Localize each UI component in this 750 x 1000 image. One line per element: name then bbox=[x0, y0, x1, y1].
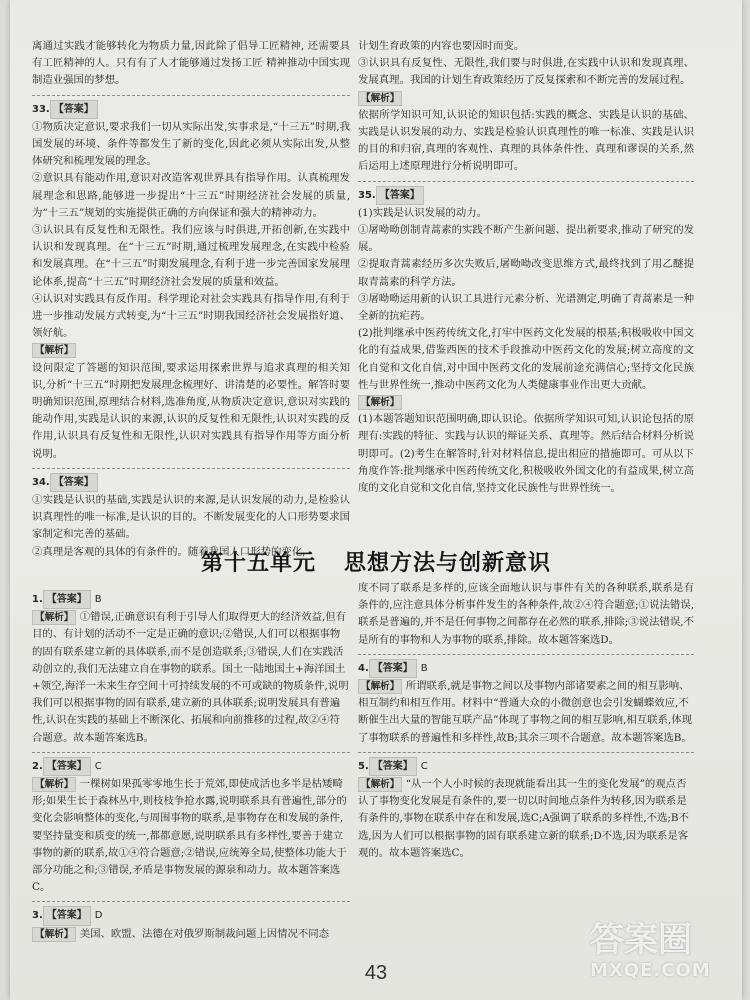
question-33 bbox=[32, 100, 350, 463]
answer-paragraph: (2)批判继承中医药传统文化,打牢中医药文化发展的根基;积极吸收中国文化的有益成果,借鉴西医的技术手段推动中医药文化的发展;树立高度的文化自觉和文化自信,对中国中医药文化的发展前途充满信心;坚持文化民族性与世界性统一,推动中医药文化为人类健康事业作出更大贡献。 bbox=[358, 327, 694, 391]
answer-heading bbox=[32, 906, 350, 925]
answer-label: 【答案】 bbox=[369, 757, 417, 776]
analysis-block bbox=[358, 678, 694, 747]
analysis-text: “从一个人小时候的表现就能看出其一生的变化发展”的观点否认了事物变化发展是有条件的,要一切以时间地点条件为转移,因为联系是有条件的,事物在联系中存在和发展,选C;A强调了联系的多样性,不选;B不选,因为人们可以根据事物的固有联系建立新的联系;D不选,因为联系是客观的。故本题答案选C。 bbox=[358, 778, 689, 859]
answer-choice: C bbox=[420, 760, 428, 772]
answer-paragraph: ①物质决定意识,要求我们一切从实际出发,实事求是,“十三五”时期,我国发展的环境、条件等都发生了新的变化,因此必须从实际出发,从整体研究和梳理发展的理念。 bbox=[32, 120, 350, 168]
question-35 bbox=[358, 186, 694, 498]
analysis-block bbox=[32, 776, 350, 896]
question-number: 34. bbox=[32, 476, 50, 488]
answer-label: 【答案】 bbox=[43, 906, 91, 925]
analysis-label: 【解析】 bbox=[32, 927, 76, 942]
right-column-bottom bbox=[358, 580, 694, 862]
unit-question-1 bbox=[32, 590, 350, 747]
divider bbox=[32, 901, 350, 902]
unit-number: 第十五单元 bbox=[200, 550, 316, 576]
divider bbox=[32, 752, 350, 753]
analysis-text: 一棵树如果孤零零地生长于荒郊,即使成活也多半是枯矮畸形;如果生长于森林丛中,则枝枝争抢水露,说明联系具有普遍性,部分的变化会影响整体的变化,与周围事物的联系,是事物存在和发展的条件,要坚持量变和质变的统一,都都意愿,说明联系具有多样性,要善于建立事物的新的联系,故①④符合题意;②错误,应统筹全局,使整体功能大于部分功能之和;③错误,矛盾是事物发展的源泉和动力。故本题答案选C。 bbox=[32, 778, 347, 894]
right-column-top bbox=[358, 38, 694, 497]
analysis-label: 【解析】 bbox=[32, 610, 76, 625]
question-number: 3. bbox=[32, 910, 43, 922]
unit-title bbox=[10, 546, 742, 577]
answer-book-page bbox=[10, 0, 742, 1000]
analysis-continued-text: 度不同了联系是多样的,应该全面地认识与事件有关的各种联系,联系是有条件的,应注意具体分析事件发生的各种条件,故②④符合题意;①说法错误,联系是普遍的,并不是任何事物之间都存在必然的联系,排除;③说法错误,不是所有的事物和人为事物的联系,排除。故本题答案选D。 bbox=[358, 582, 694, 646]
answer-paragraph: ③屠呦呦运用新的认识工具进行元素分析、光谱测定,明确了青蒿素是一种全新的抗疟药。 bbox=[358, 292, 694, 323]
answer-label: 【答案】 bbox=[50, 473, 98, 492]
answer-paragraph: ③认识具有反复性、无限性,我们要与时俱进,在实践中认识和发现真理、发展真理。我国的计划生育政策经历了反复探索和不断完善的发展过程。 bbox=[358, 57, 694, 87]
unit-question-2 bbox=[32, 757, 350, 897]
answer-choice: D bbox=[94, 910, 103, 922]
analysis-block bbox=[358, 90, 694, 176]
answer-label: 【答案】 bbox=[369, 659, 417, 678]
unit-question-3 bbox=[32, 906, 350, 942]
analysis-block bbox=[358, 394, 694, 497]
answer-choice: B bbox=[94, 594, 102, 605]
continued-line: 离通过实践才能够转化为物质力量,因此除了倡导工匠精神, bbox=[32, 40, 305, 52]
analysis-text: (1)本题答题知识范围明确,即认识论。依据所学知识可知,认识论包括的原理有:实践的特征、实践与认识的辩证关系、真理等。然后结合材料分析说明即可。(2)考生在解答时,针对材料信息,提出相应的措施即可。可从以下角度作答:批判继承中医药传统文化,积极吸收外国文化的有益成果,树立高度的文化自觉和文化自信,坚持文化民族性与世界性统一。 bbox=[358, 413, 694, 495]
continued-text bbox=[32, 38, 350, 90]
analysis-block bbox=[32, 342, 350, 462]
analysis-text: 依据所学知识可知,认识论的知识包括:实践的概念、实践是认识的基础、实践是认识发展的动力、实践是检验认识真理性的唯一标准、实践是认识的目的和归宿,真理的客观性、真理的具体条件性、真理和谬误的关系,然后运用上述原理进行分析说明即可。 bbox=[358, 108, 694, 173]
analysis-text: 设问限定了答题的知识范围,要求运用探索世界与追求真理的相关知识,分析“十三五”时期把发展理念梳理好、讲清楚的必要性。解答时要明确知识范围,原理结合材料,选准角度,从物质决定意识,意识对实践的能动作用,实践是认识的来源,认识的反复性和无限性,认识对实践的反作用,认识具有反复性和无限性,认识对实践具有指导作用等方面分析说明。 bbox=[32, 361, 350, 460]
divider bbox=[358, 181, 694, 182]
answer-choice: C bbox=[94, 760, 102, 772]
answer-label: 【答案】 bbox=[43, 757, 91, 776]
question-number: 4. bbox=[358, 662, 369, 674]
question-number: 35. bbox=[358, 189, 376, 201]
continued-line: 还需要具有工匠精神的人。只有有了人才能够通过发扬工匠 bbox=[32, 40, 350, 70]
answer-paragraph: (1)实践是认识发展的动力。 bbox=[358, 206, 488, 219]
divider bbox=[32, 468, 350, 469]
analysis-label: 【解析】 bbox=[32, 343, 76, 358]
answer-paragraph: ②意识具有能动作用,意识对改造客观世界具有指导作用。认真梳理发展理念和思路,能够进一步提出“十三五”时期经济社会发展的质量,为“十三五”规划的实施提供正确的方向保证和强大的精神动力。 bbox=[32, 172, 350, 219]
watermark-site: MXQE.COM bbox=[590, 960, 711, 981]
divider bbox=[32, 95, 350, 96]
unit-question-4 bbox=[358, 659, 694, 747]
left-column-bottom bbox=[32, 590, 350, 943]
answer-heading bbox=[358, 659, 694, 678]
question-number: 33. bbox=[32, 103, 50, 115]
answer-paragraph: ③认识具有反复性和无限性。我们应该与时俱进,开拓创新,在实践中认识和发现真理。在“十三五”时期,通过梳理发展理念,在实践中检验和发展真理。在“十三五”时期发展理念,有利于进一步完善国家发展理论体系,提高“十三五”时期经济社会发展的质量和效益。 bbox=[32, 224, 350, 288]
answer-heading bbox=[32, 473, 350, 492]
answer-label: 【答案】 bbox=[43, 590, 91, 609]
question-number: 1. bbox=[32, 594, 43, 605]
page-number: 43 bbox=[364, 962, 388, 984]
answer-heading bbox=[32, 757, 350, 776]
question-number: 2. bbox=[32, 760, 43, 772]
analysis-block bbox=[32, 609, 350, 747]
answer-paragraph: ②真理是客观的具体的有条件的。随着我国人口形势的变化, bbox=[32, 545, 306, 558]
continued-line: 精神推动中国实现制造业强国的梦想。 bbox=[32, 57, 351, 87]
analysis-label: 【解析】 bbox=[358, 679, 402, 694]
analysis-label: 【解析】 bbox=[32, 777, 76, 792]
answer-paragraph: 计划生育政策的内容也要因时而变。 bbox=[358, 40, 525, 52]
divider bbox=[358, 752, 694, 753]
answer-heading bbox=[32, 590, 350, 609]
analysis-text: ①错误,正确意识有利于引导人们取得更大的经济效益,但有目的、有计划的活动不一定是正确的意识;②错误,人们可以根据事物的固有联系建立新的具体联系,而不是创造联系;③错误,人们在实践活动创立的,我们无法建立自在事物的联系。国土一陆地国土+海洋国土+领空,海洋一未来生存空间十可持续发展的不可或缺的物质条件,说明我们可以根据事物的固有联系,建立新的具体联系;说明发展具有普遍性,认识在实践的基础上不断深化、拓展和向前推移的过程,故②④符合题意。故本题答案选B。 bbox=[32, 611, 349, 744]
analysis-text: 所谓联系,就是事物之间以及事物内部诸要素之间的相互影响、相互制约和相互作用。材料中“普通大众的小微创意也会引发蝴蝶效应,不断催生出大量的智能互联产品”体现了事物之间的相互影响,相互联系,体现了事物联系的普遍性和多样性,故B;其余三项不合题意。故本题答案选B。 bbox=[358, 680, 693, 744]
answer-label: 【答案】 bbox=[376, 186, 424, 205]
unit-topic: 思想方法与创新意识 bbox=[344, 550, 552, 576]
answer-heading bbox=[32, 100, 350, 119]
watermark bbox=[590, 920, 730, 992]
divider bbox=[358, 654, 694, 655]
answer-label: 【答案】 bbox=[50, 100, 98, 119]
answer-paragraph: ②提取青蒿素经历多次失败后,屠呦呦改变思维方式,最终找到了用乙醚提取青蒿素的科学方法。 bbox=[358, 258, 694, 288]
analysis-label: 【解析】 bbox=[358, 777, 402, 792]
question-number: 5. bbox=[358, 760, 369, 772]
answer-heading bbox=[358, 757, 694, 776]
analysis-label: 【解析】 bbox=[358, 395, 402, 410]
analysis-label: 【解析】 bbox=[358, 91, 402, 106]
watermark-logo: 答案圈 bbox=[590, 920, 692, 960]
answer-choice: B bbox=[420, 662, 428, 674]
answer-paragraph: ①实践是认识的基础,实践是认识的来源,是认识发展的动力,是检验认识真理性的唯一标准,是认识的目的。不断发展变化的人口形势要求国家制定和完善的基础。 bbox=[32, 494, 350, 541]
analysis-block bbox=[32, 926, 350, 943]
answer-paragraph: ①屠呦呦创制青蒿素的实践不断产生新问题、提出新要求,推动了研究的发展。 bbox=[358, 224, 694, 254]
unit-question-5 bbox=[358, 757, 694, 862]
answer-heading bbox=[358, 186, 694, 205]
left-column-top bbox=[32, 38, 350, 561]
answer-paragraph: ④认识对实践具有反作用。科学理论对社会实践具有指导作用,有利于进一步推动发展方式转变,为“十三五”时期我国经济社会发展指好道、领好航。 bbox=[32, 292, 350, 340]
analysis-block bbox=[358, 776, 694, 862]
analysis-text: 美国、欧盟、法德在对俄罗斯制裁问题上因情况不同态 bbox=[79, 927, 330, 940]
